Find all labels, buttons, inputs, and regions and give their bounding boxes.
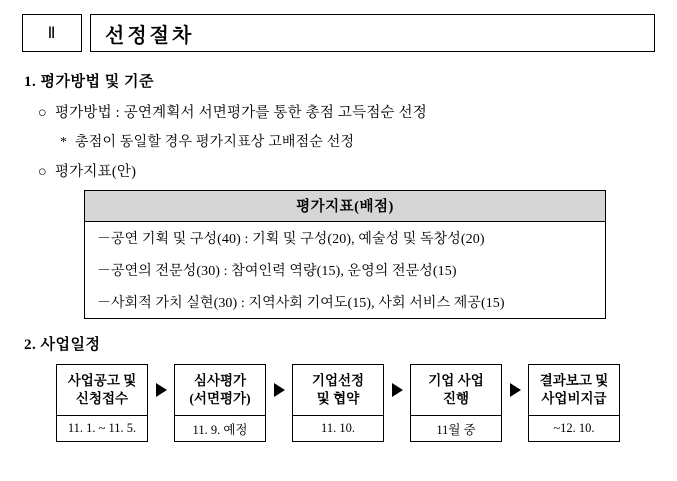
flow-step-2	[174, 364, 266, 442]
table-cell: 사회적 가치 실현(30) : 지역사회 기여도(15), 사회 서비스 제공(15)	[111, 296, 505, 311]
bullet-marker: ○	[38, 164, 47, 180]
flow-step-line2: 사업비지급	[541, 391, 607, 406]
flow-step-date: 11. 1. ~ 11. 5.	[56, 416, 148, 442]
flow-step-date: 11. 9. 예정	[174, 416, 266, 442]
arrow-right-icon	[384, 364, 410, 416]
header-number-box: Ⅱ	[22, 14, 82, 52]
schedule-flow-diagram	[56, 364, 655, 442]
flow-step-line1: 심사평가	[193, 372, 247, 388]
flow-step-line2: 신청접수	[75, 391, 129, 406]
subnote-marker: *	[60, 135, 68, 150]
table-row	[85, 286, 605, 318]
flow-step-4	[410, 364, 502, 442]
criteria-table-header: 평가지표(배점)	[85, 191, 605, 222]
flow-step-label	[56, 364, 148, 416]
table-cell: 공연의 전문성(30) : 참여인력 역량(15), 운영의 전문성(15)	[111, 264, 457, 279]
flow-step-3	[292, 364, 384, 442]
flow-step-date: 11월 중	[410, 416, 502, 442]
section-title-2: 2. 사업일정	[24, 337, 101, 353]
flow-step-line1: 사업공고 및	[67, 372, 137, 388]
flow-step-date: ~12. 10.	[528, 416, 620, 442]
bullet-evaluation-criteria	[38, 160, 655, 181]
page-title: 선정절차	[90, 14, 655, 52]
bullet-marker: ○	[38, 105, 47, 121]
table-row	[85, 222, 605, 254]
bullet-evaluation-method	[38, 101, 655, 122]
table-row	[85, 254, 605, 286]
page-header	[22, 14, 655, 52]
flow-step-5	[528, 364, 620, 442]
flow-step-line2: 및 협약	[316, 391, 360, 406]
flow-step-line2: 진행	[442, 391, 470, 406]
flow-step-label	[528, 364, 620, 416]
bullet-text: 평가방법 : 공연계획서 서면평가를 통한 총점 고득점순 선정	[55, 105, 427, 121]
flow-step-date: 11. 10.	[292, 416, 384, 442]
flow-step-label	[410, 364, 502, 416]
flow-step-label	[174, 364, 266, 416]
dash-marker: －	[97, 264, 112, 279]
arrow-right-icon	[266, 364, 292, 416]
arrow-right-icon	[502, 364, 528, 416]
bullet-text: 평가지표(안)	[55, 164, 137, 180]
subnote-text: 총점이 동일할 경우 평가지표상 고배점순 선정	[75, 135, 355, 150]
section-title-1: 1. 평가방법 및 기준	[24, 74, 154, 90]
flow-step-line1: 결과보고 및	[539, 372, 609, 388]
dash-marker: －	[97, 296, 112, 311]
flow-step-line1: 기업 사업	[428, 372, 484, 388]
flow-step-label	[292, 364, 384, 416]
table-cell: 공연 기획 및 구성(40) : 기획 및 구성(20), 예술성 및 독창성(20)	[111, 232, 485, 247]
flow-step-line2: (서면평가)	[189, 391, 251, 406]
flow-step-1	[56, 364, 148, 442]
subnote-tiebreaker	[60, 131, 655, 151]
dash-marker: －	[97, 232, 112, 247]
arrow-right-icon	[148, 364, 174, 416]
criteria-table	[84, 190, 606, 319]
flow-step-line1: 기업선정	[311, 372, 365, 388]
